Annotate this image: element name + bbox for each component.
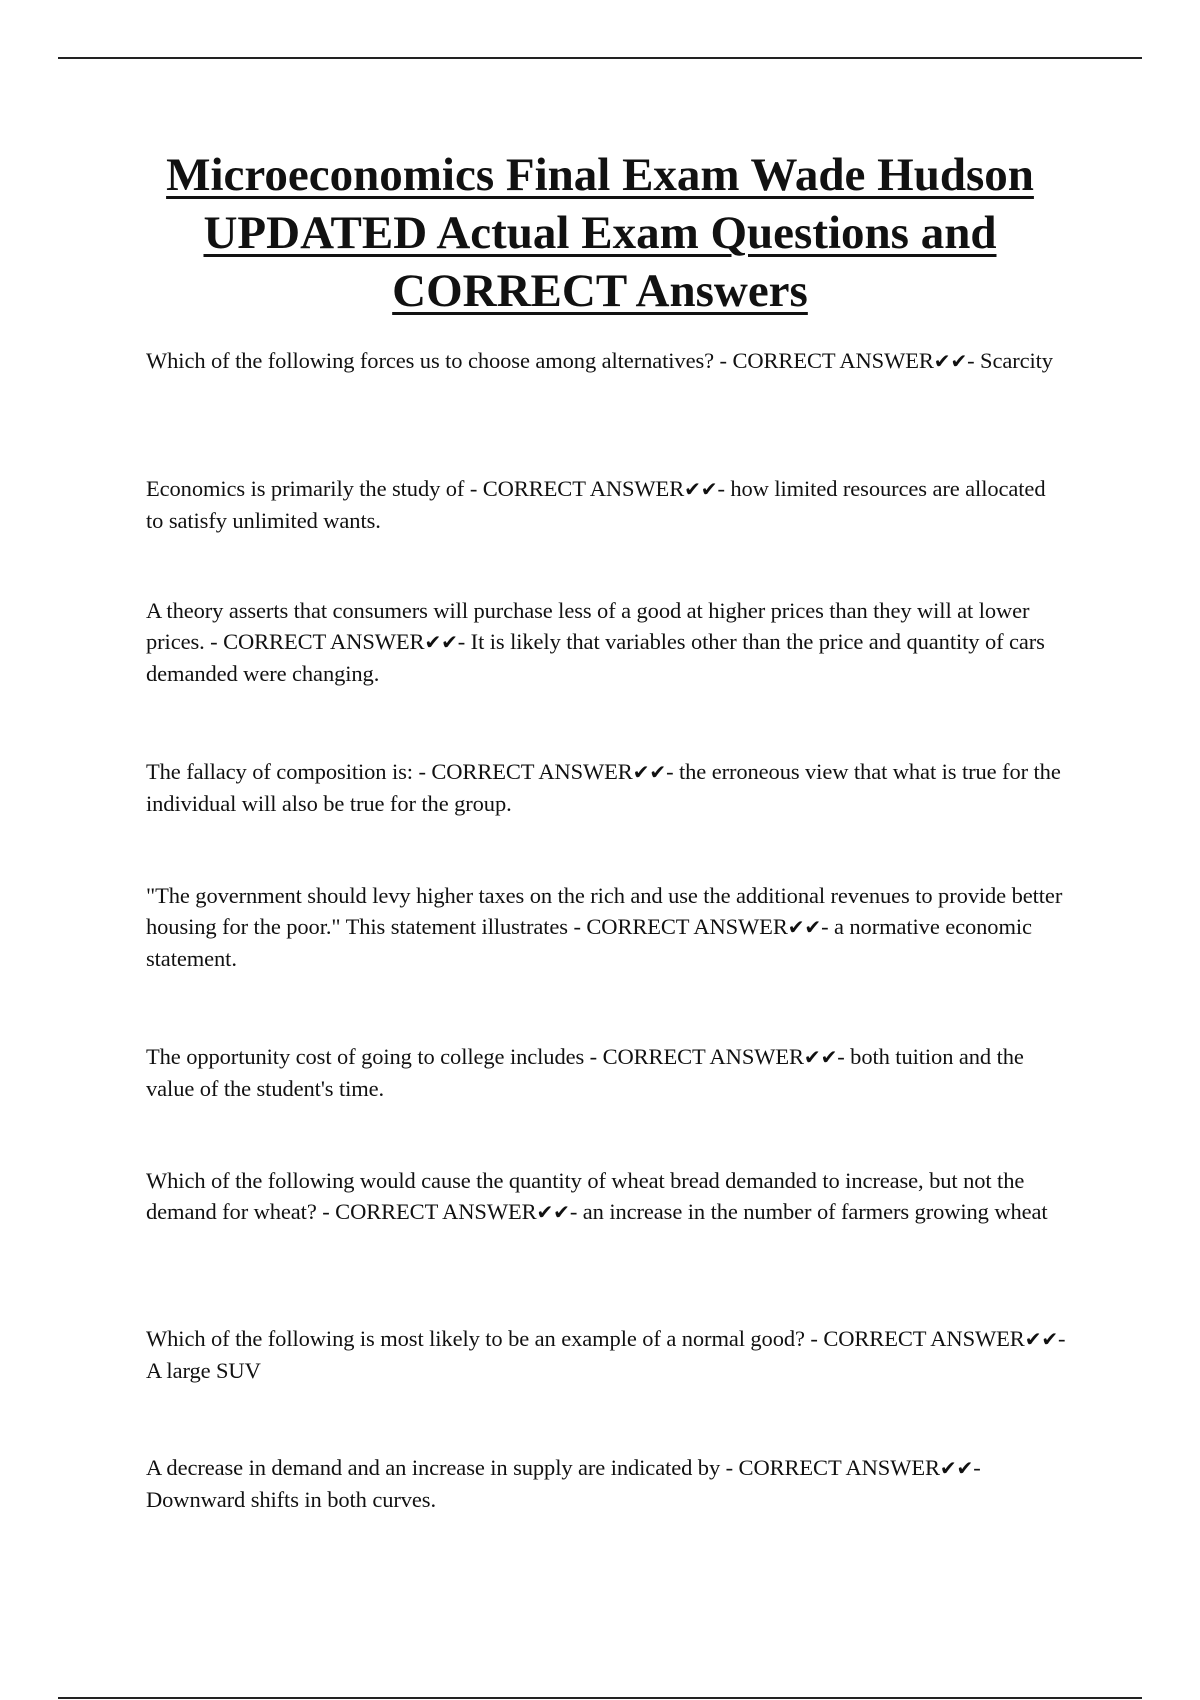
question-text: Economics is primarily the study of - CORRECT ANSWER [146, 476, 685, 501]
top-rule [58, 57, 1142, 59]
bottom-rule [58, 1697, 1142, 1699]
answer-text: - It is likely that variables other than the price and quantity of cars demanded were changing. [146, 629, 1045, 686]
double-check-icon: ✔✔ [803, 1045, 838, 1069]
double-check-icon: ✔✔ [424, 630, 458, 654]
question-text: A decrease in demand and an increase in supply are indicated by - CORRECT ANSWER [146, 1455, 940, 1480]
double-check-icon: ✔✔ [787, 915, 822, 939]
qa-item-1 [146, 345, 1066, 377]
question-text: Which of the following is most likely to be an example of a normal good? - CORRECT ANSWER [146, 1326, 1025, 1351]
answer-text: - A large SUV [146, 1326, 1066, 1383]
double-check-icon: ✔✔ [684, 477, 718, 501]
qa-item-4 [146, 756, 1066, 819]
double-check-icon: ✔✔ [632, 760, 667, 784]
answer-text: - both tuition and the value of the student's time. [146, 1044, 1024, 1101]
qa-item-2 [146, 473, 1066, 536]
answer-text: - an increase in the number of farmers growing wheat [569, 1199, 1048, 1224]
answer-text: - how limited resources are allocated to satisfy unlimited wants. [146, 476, 1046, 533]
double-check-icon: ✔✔ [933, 349, 968, 373]
answer-text: - Scarcity [967, 348, 1053, 373]
question-text: Which of the following would cause the quantity of wheat bread demanded to increase, but not the demand for wheat? - CORRECT ANSWER [146, 1168, 1025, 1224]
qa-item-7 [146, 1165, 1066, 1228]
question-text: Which of the following forces us to choose among alternatives? - CORRECT ANSWER [146, 348, 934, 373]
question-text: "The government should levy higher taxes on the rich and use the additional revenues to provide better housing for the poor." This statement illustrates - CORRECT ANSWER [146, 883, 1063, 939]
double-check-icon: ✔✔ [536, 1200, 570, 1224]
document-title: Microeconomics Final Exam Wade Hudson UPDATED Actual Exam Questions and CORRECT Answers [166, 149, 1034, 317]
question-text: The opportunity cost of going to college includes - CORRECT ANSWER [146, 1044, 804, 1069]
qa-item-9 [146, 1452, 1066, 1515]
qa-item-8 [146, 1323, 1066, 1386]
answer-text: - the erroneous view that what is true for the individual will also be true for the group. [146, 759, 1061, 816]
question-text: The fallacy of composition is: - CORRECT ANSWER [146, 759, 633, 784]
double-check-icon: ✔✔ [939, 1456, 974, 1480]
double-check-icon: ✔✔ [1024, 1327, 1059, 1351]
qa-item-3 [146, 595, 1066, 689]
question-text: A theory asserts that consumers will purchase less of a good at higher prices than they will at lower prices. - CORRECT ANSWER [146, 598, 1030, 654]
qa-item-5 [146, 880, 1066, 974]
answer-text: - a normative economic statement. [146, 914, 1032, 971]
answer-text: - Downward shifts in both curves. [146, 1455, 981, 1512]
qa-item-6 [146, 1041, 1066, 1104]
